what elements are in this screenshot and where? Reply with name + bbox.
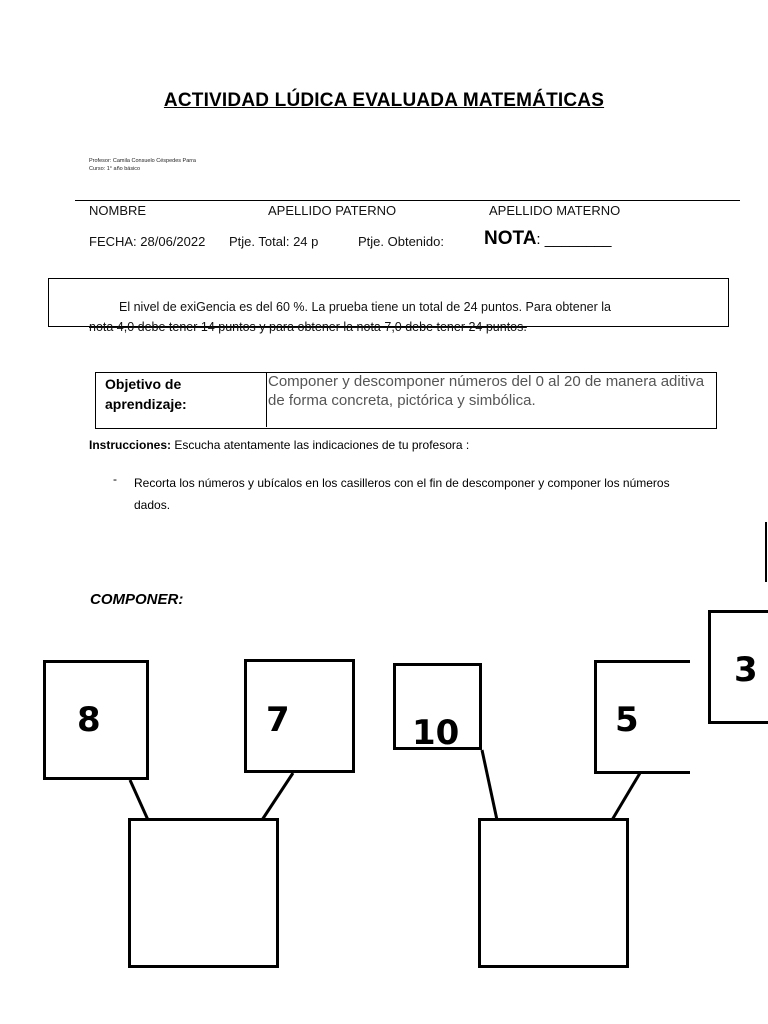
field-fecha: FECHA: 28/06/2022 bbox=[89, 234, 206, 249]
info-line-1: El nivel de exiGencia es del 60 %. La prueba tiene un total de 24 puntos. Para obtener la bbox=[119, 300, 611, 314]
answer-box[interactable] bbox=[128, 818, 279, 968]
field-nombre: NOMBRE bbox=[89, 203, 147, 218]
field-apellido-paterno: APELLIDO PATERNO bbox=[268, 203, 397, 218]
answer-box[interactable] bbox=[478, 818, 629, 968]
addend-number: 10 bbox=[412, 713, 460, 753]
instructions-label: Instrucciones: bbox=[89, 438, 172, 452]
objective-text: Componer y descomponer números del 0 al 20 de manera aditiva de forma concreta, pictórica y simbólica. bbox=[268, 373, 705, 409]
connector-line bbox=[130, 780, 148, 820]
connector-line bbox=[482, 750, 497, 820]
instructions-text: Escucha atentamente las indicaciones de tu profesora : bbox=[171, 438, 470, 452]
addend-number: 7 bbox=[266, 700, 290, 740]
info-line-2: nota 4,0 debe tener 14 puntos y para obtener la nota 7,0 debe tener 24 puntos. bbox=[89, 320, 527, 334]
objective-label: Objetivo de aprendizaje: bbox=[105, 376, 187, 412]
field-apellido-materno: APELLIDO MATERNO bbox=[489, 203, 621, 218]
nota-label: NOTA bbox=[484, 228, 537, 249]
course-name: Curso: 1° año básico bbox=[89, 166, 141, 172]
instruction-bullet: Recorta los números y ubícalos en los casilleros con el fin de descomponer y componer los números dados. bbox=[134, 476, 670, 512]
addend-number: 8 bbox=[77, 700, 101, 740]
teacher-name: Profesor: Camila Consuelo Céspedes Parra bbox=[89, 158, 196, 164]
page-title: ACTIVIDAD LÚDICA EVALUADA MATEMÁTICAS bbox=[163, 90, 605, 111]
connector-line bbox=[612, 773, 640, 820]
addend-box bbox=[244, 659, 355, 773]
cutout-number: 3 bbox=[734, 650, 758, 690]
addend-number: 5 bbox=[615, 700, 639, 740]
addend-box bbox=[594, 660, 690, 774]
field-ptje-obtenido: Ptje. Obtenido: bbox=[358, 234, 444, 249]
nota-blank: : ________ bbox=[536, 231, 612, 248]
connector-line bbox=[262, 773, 293, 820]
field-ptje-total: Ptje. Total: 24 p bbox=[229, 234, 319, 249]
section-title: COMPONER: bbox=[90, 591, 184, 608]
bullet-dash: - bbox=[113, 472, 117, 486]
